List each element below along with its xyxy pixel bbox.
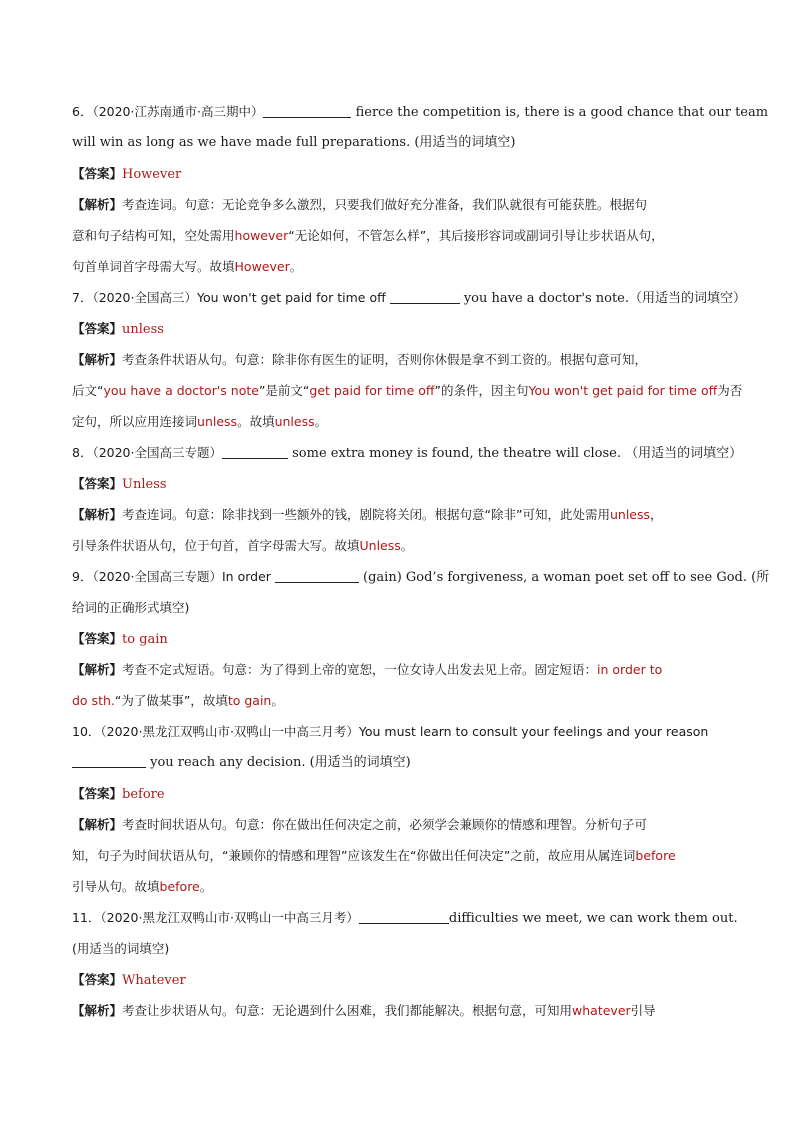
question-6-answer: 【答案】However [72, 166, 182, 182]
question-8-answer: 【答案】Unless [72, 476, 167, 492]
question-10-explanation-2: 知，句子为时间状语从句，“兼顾你的情感和理智”应该发生在“你做出任何决定”之前，故应用从属连词before [72, 848, 676, 863]
answer-blank [390, 289, 460, 304]
question-7-explanation-1: 【解析】考查条件状语从句。句意：除非你有医生的证明，否则你休假是拿不到工资的。根据句意可知， [72, 352, 648, 367]
question-6-line-1: 6．（2020·江苏南通市·高三期中） fierce the competition is, there is a good chance that our team [72, 104, 769, 120]
question-9-line-2: 给词的正确形式填空) [72, 600, 190, 615]
question-11-line-2: (用适当的词填空) [72, 941, 170, 956]
question-11-explanation-1: 【解析】考查让步状语从句。句意：无论遇到什么困难，我们都能解决。根据句意，可知用whatever引导 [72, 1003, 656, 1018]
question-10-explanation-3: 引导从句。故填before。 [72, 879, 213, 894]
question-10-line-2: you reach any decision. (用适当的词填空) [72, 747, 724, 778]
question-11-answer: 【答案】Whatever [72, 972, 186, 988]
question-10-explanation-1: 【解析】考查时间状语从句。句意：你在做出任何决定之前，必须学会兼顾你的情感和理智。分析句子可 [72, 817, 648, 832]
question-11-line-1: 11．（2020·黑龙江双鸭山市·双鸭山一中高三月考） difficulties we meet, we can work them out. [72, 910, 738, 926]
question-9-explanation-2: do sth.“为了做某事”，故填to gain。 [72, 693, 284, 708]
answer-blank [275, 568, 359, 583]
question-8-explanation-1: 【解析】考查连词。句意：除非找到一些额外的钱，剧院将关闭。根据句意“除非”可知，此处需用unless， [72, 507, 663, 522]
answer-blank [359, 909, 449, 924]
question-9-explanation-1: 【解析】考查不定式短语。句意：为了得到上帝的宽恕，一位女诗人出发去见上帝。固定短语：in order to [72, 662, 663, 677]
document-page [72, 96, 770, 1026]
answer-blank [72, 753, 146, 768]
question-8-line-1: 8．（2020·全国高三专题） some extra money is found, the theatre will close. （用适当的词填空） [72, 445, 743, 461]
question-6-line-2: will win as long as we have made full preparations. (用适当的词填空) [72, 135, 516, 150]
question-7-answer: 【答案】unless [72, 321, 164, 337]
question-6-explanation-1: 【解析】考查连词。句意：无论竞争多么激烈，只要我们做好充分准备，我们队就很有可能获胜。根据句 [72, 197, 648, 212]
question-9-answer: 【答案】to gain [72, 631, 168, 647]
question-7-explanation-2: 后文“you have a doctor's note”是前文“get paid for time off”的条件，因主句You won't get paid for time off为否 [72, 383, 743, 398]
question-8-explanation-2: 引导条件状语从句，位于句首，首字母需大写。故填Unless。 [72, 538, 414, 553]
question-6-explanation-3: 句首单词首字母需大写。故填However。 [72, 259, 303, 274]
question-7-explanation-3: 定句，所以应用连接词unless。故填unless。 [72, 414, 328, 429]
question-10-line-1: 10．（2020·黑龙江双鸭山市·双鸭山一中高三月考）You must learn to consult your feelings and your reason [72, 724, 709, 739]
question-10-answer: 【答案】before [72, 786, 165, 802]
answer-blank [263, 103, 351, 118]
question-9-line-1: 9．（2020·全国高三专题）In order (gain) God’s forgiveness, a woman poet set off to see God. (所 [72, 569, 770, 585]
question-6-explanation-2: 意和句子结构可知，空处需用however“无论如何，不管怎么样”，其后接形容词或副词引导让步状语从句， [72, 228, 664, 243]
answer-blank [222, 444, 288, 459]
question-7-line-1: 7．（2020·全国高三）You won't get paid for time off you have a doctor's note.（用适当的词填空） [72, 290, 747, 306]
